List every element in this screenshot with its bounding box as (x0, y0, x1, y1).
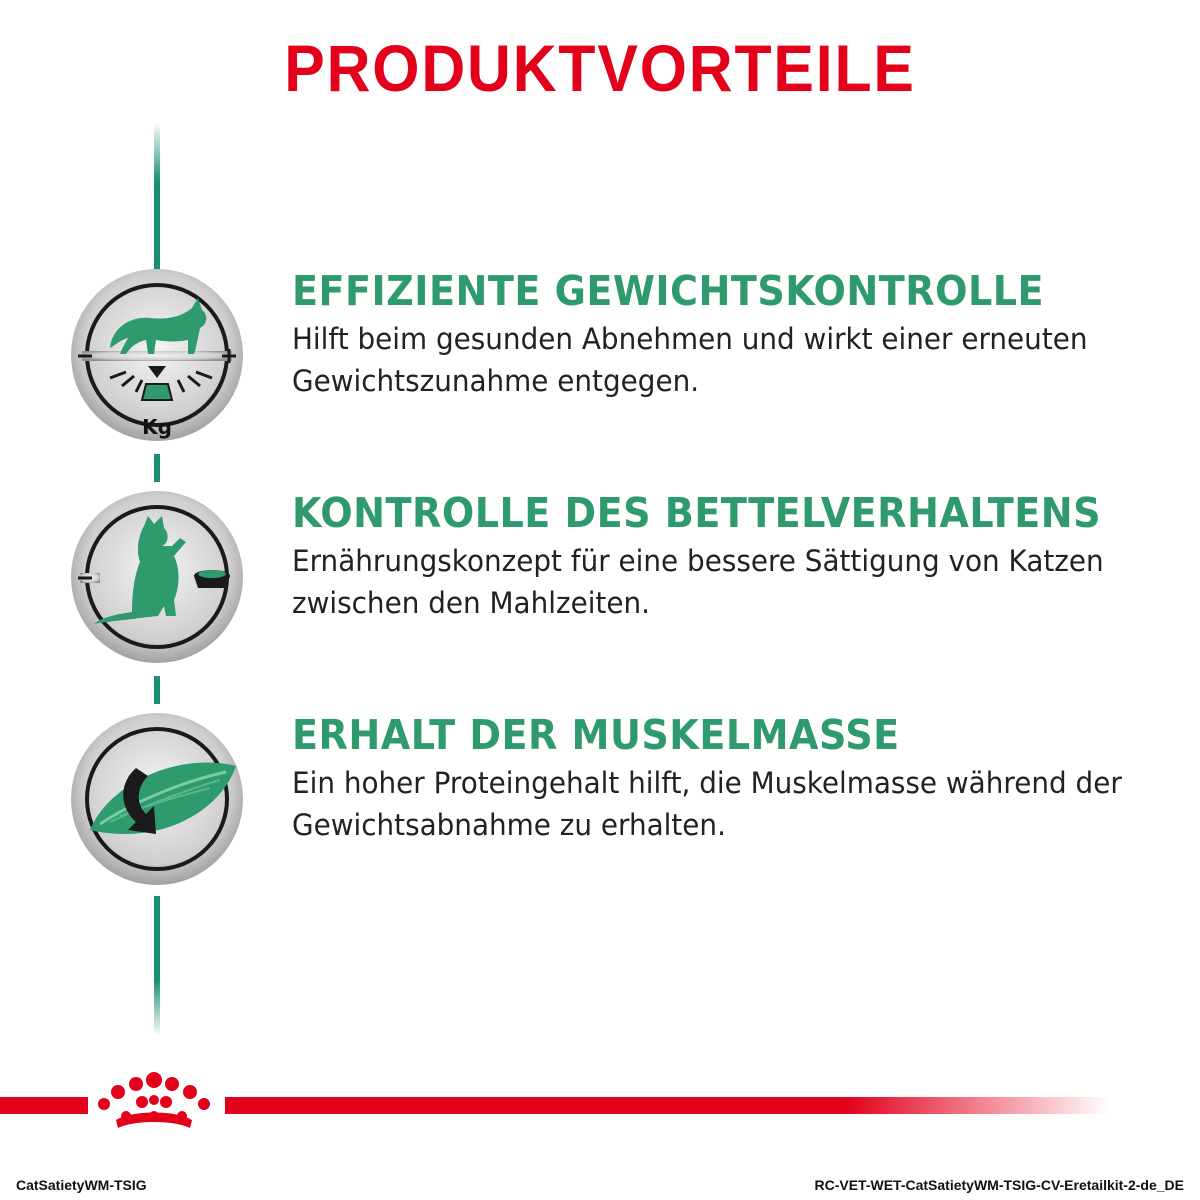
timeline-dash (154, 676, 160, 704)
feature-title: EFFIZIENTE GEWICHTSKONTROLLE (292, 267, 1045, 315)
feature-text: Ernährungskonzept für eine bessere Sättigung von Katzen zwischen den Mahlzeiten. (292, 544, 1104, 620)
crown-logo-icon (92, 1070, 216, 1142)
kg-label: Kg (142, 415, 172, 439)
timeline-dash (154, 454, 160, 482)
muscle-arrow-icon (70, 712, 244, 886)
feature-weight-control (292, 266, 1172, 402)
feature-title: KONTROLLE DES BETTELVERHALTENS (292, 489, 1102, 537)
begging-cat-bowl-icon (70, 490, 244, 664)
red-divider-right (225, 1097, 1110, 1114)
red-divider-left (0, 1097, 88, 1114)
footer-right-code: RC-VET-WET-CatSatietyWM-TSIG-CV-Eretailkit-2-de_DE (814, 1177, 1184, 1193)
cat-weight-scale-icon (70, 268, 244, 442)
footer-left-code: CatSatietyWM-TSIG (16, 1177, 147, 1193)
feature-text: Ein hoher Proteingehalt hilft, die Muskelmasse während der Gewichtsabnahme zu erhalten. (292, 766, 1122, 842)
timeline-line-top (154, 122, 160, 270)
feature-text: Hilft beim gesunden Abnehmen und wirkt einer erneuten Gewichtszunahme entgegen. (292, 322, 1088, 398)
feature-title: ERHALT DER MUSKELMASSE (292, 711, 900, 759)
feature-muscle-mass (292, 710, 1172, 846)
page-title: PRODUKTVORTEILE (284, 31, 916, 105)
feature-begging-control (292, 488, 1172, 624)
timeline-line-bottom (154, 896, 160, 1036)
